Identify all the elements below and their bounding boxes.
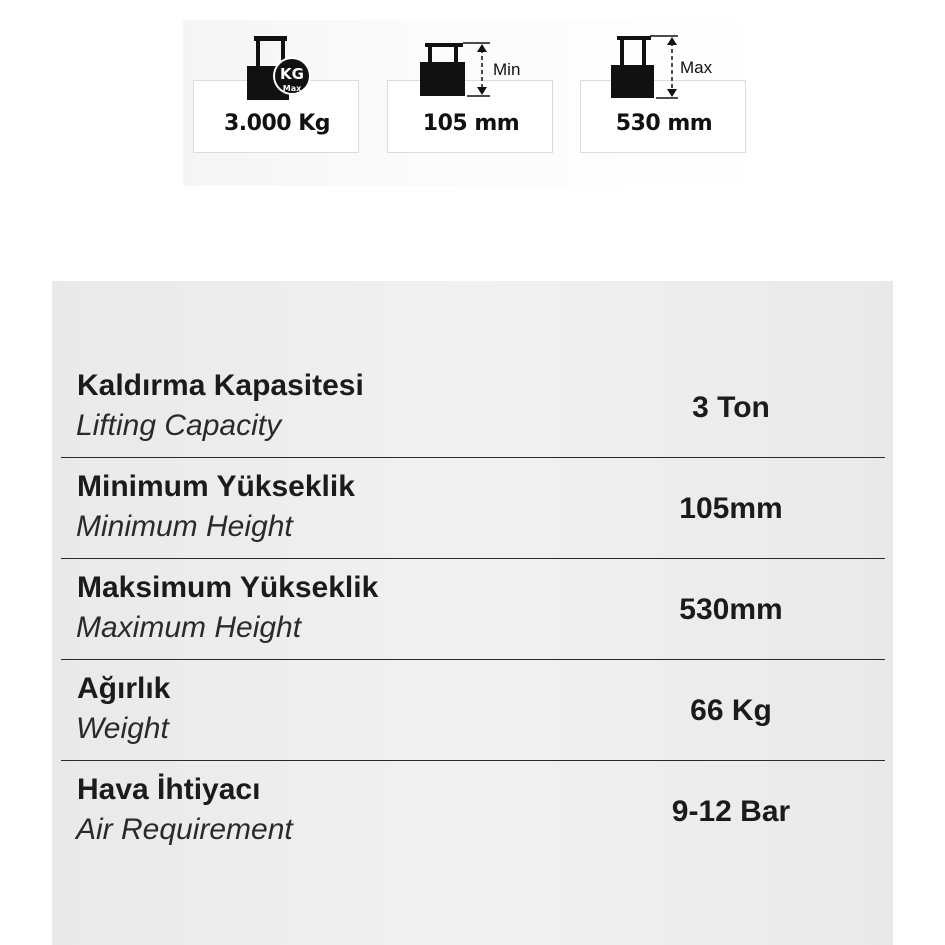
spec-value: 105mm xyxy=(679,492,783,525)
spec-label-tr: Maksimum Yükseklik xyxy=(77,571,379,604)
spec-value: 9-12 Bar xyxy=(671,795,791,828)
svg-text:Max: Max xyxy=(680,58,713,77)
max-height-badge xyxy=(580,20,748,160)
capacity-value: 3.000 Kg xyxy=(223,111,331,136)
spec-label-en: Weight xyxy=(76,712,169,745)
capacity-badge xyxy=(193,20,361,160)
spec-label-en: Air Requirement xyxy=(76,813,293,846)
spec-label-en: Minimum Height xyxy=(76,510,293,543)
min-height-value: 105 mm xyxy=(422,111,520,136)
spec-label-tr: Minimum Yükseklik xyxy=(77,470,355,503)
spec-label-tr: Kaldırma Kapasitesi xyxy=(77,369,364,402)
max-height-value: 530 mm xyxy=(615,111,713,136)
spec-table xyxy=(52,281,893,945)
spec-row xyxy=(61,357,885,458)
spec-value: 3 Ton xyxy=(692,391,770,424)
max-height-icon xyxy=(580,20,748,110)
spec-icon-strip xyxy=(183,20,773,186)
spec-label-en: Lifting Capacity xyxy=(76,409,282,442)
svg-text:Max: Max xyxy=(282,84,302,93)
spec-label-en: Maximum Height xyxy=(76,611,302,644)
min-height-badge xyxy=(387,20,555,160)
min-height-icon xyxy=(387,20,555,110)
spec-row xyxy=(61,559,885,660)
spec-value: 66 Kg xyxy=(690,694,772,727)
spec-row xyxy=(61,761,885,862)
spec-label-tr: Hava İhtiyacı xyxy=(77,773,261,806)
spec-label-tr: Ağırlık xyxy=(77,672,171,705)
weight-kg-icon xyxy=(193,20,361,110)
spec-row xyxy=(61,660,885,761)
svg-text:KG: KG xyxy=(280,65,304,83)
svg-text:Min: Min xyxy=(493,60,521,79)
spec-row xyxy=(61,458,885,559)
spec-value: 530mm xyxy=(679,593,783,626)
